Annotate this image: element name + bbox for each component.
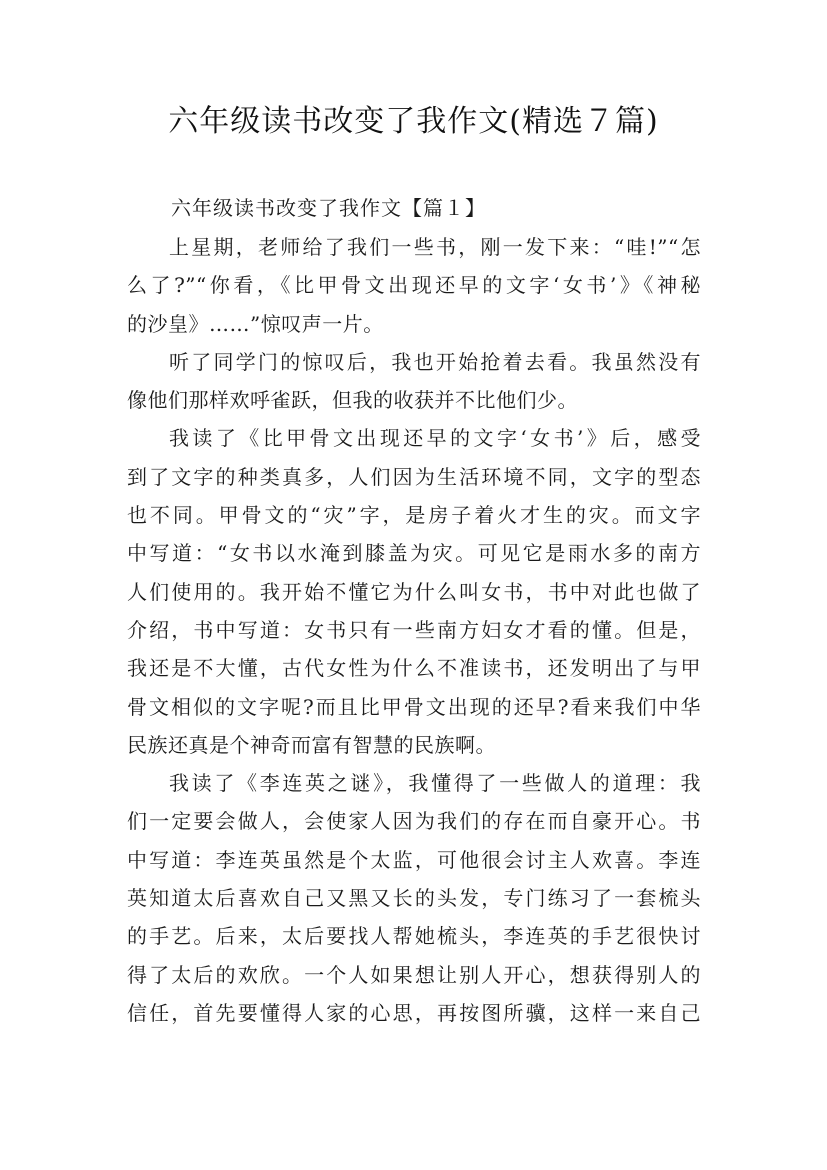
- paragraph-line: 的沙皇》……”惊叹声一片。: [127, 311, 384, 336]
- paragraph-line: 们一定要会做人，会使家人因为我们的存在而自豪开心。书: [127, 809, 701, 834]
- paragraph-line: 中写道：李连英虽然是个太监，可他很会讨主人欢喜。李连: [127, 847, 701, 872]
- paragraph-line: 我还是不大懂，古代女性为什么不准读书，还发明出了与甲: [127, 656, 701, 681]
- paragraph-line: 到了文字的种类真多，人们因为生活环境不同，文字的型态: [127, 464, 701, 489]
- paragraph-line: 我读了《李连英之谜》，我懂得了一些做人的道理：我: [169, 771, 701, 796]
- paragraph-line: 信任，首先要懂得人家的心思，再按图所骥，这样一来自己: [127, 1000, 701, 1025]
- paragraph-line: 中写道：“女书以水淹到膝盖为灾。可见它是雨水多的南方: [127, 541, 701, 566]
- section-heading: 六年级读书改变了我作文【篇１】: [171, 196, 486, 220]
- paragraph-line: 介绍，书中写道：女书只有一些南方妇女才看的懂。但是，: [127, 617, 701, 642]
- paragraph-line: 民族还真是个神奇而富有智慧的民族啊。: [127, 732, 496, 757]
- paragraph-line: 像他们那样欢呼雀跃，但我的收获并不比他们少。: [127, 388, 578, 413]
- paragraph-line: 也不同。甲骨文的“灾”字，是房子着火才生的灾。而文字: [127, 503, 701, 528]
- paragraph-line: 的手艺。后来，太后要找人帮她梳头，李连英的手艺很快讨: [127, 924, 701, 949]
- paragraph-line: 我读了《比甲骨文出现还早的文字‘女书’》后，感受: [169, 426, 701, 451]
- paragraph-line: 上星期，老师给了我们一些书，刚一发下来：“哇!”“怎: [169, 235, 701, 259]
- document-body: [127, 188, 701, 1032]
- paragraph-line: 英知道太后喜欢自己又黑又长的头发，专门练习了一套梳头: [127, 886, 701, 911]
- paragraph-line: 得了太后的欢欣。一个人如果想让别人开心，想获得别人的: [127, 962, 701, 987]
- paragraph-line: 人们使用的。我开始不懂它为什么叫女书，书中对此也做了: [127, 579, 701, 604]
- paragraph-line: 么了?”“你看，《比甲骨文出现还早的文字‘女书’》《神秘: [127, 273, 701, 298]
- document-title: 六年级读书改变了我作文(精选７篇): [168, 104, 659, 139]
- paragraph-line: 骨文相似的文字呢?而且比甲骨文出现的还早?看来我们中华: [127, 694, 701, 719]
- paragraph-line: 听了同学门的惊叹后，我也开始抢着去看。我虽然没有: [169, 349, 701, 374]
